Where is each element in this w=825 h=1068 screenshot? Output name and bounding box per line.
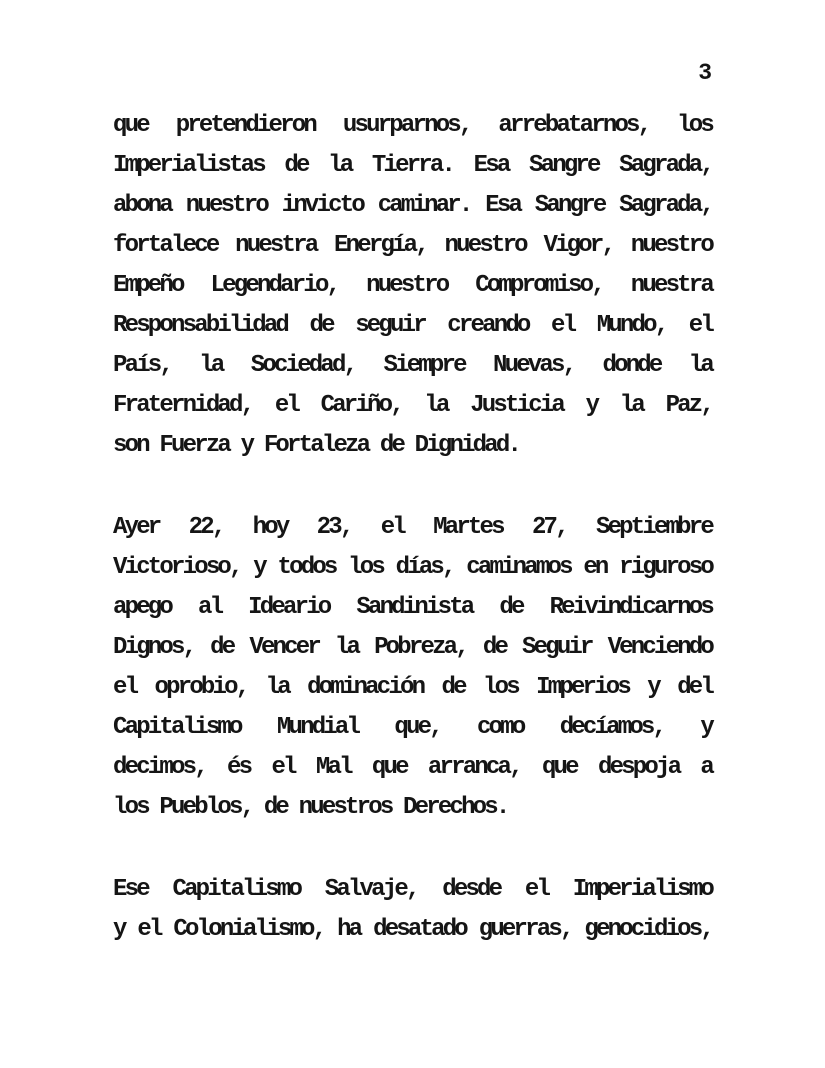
- text-line: fortalece nuestra Energía, nuestro Vigor, nuestro: [113, 232, 712, 259]
- text-line: decimos, és el Mal que arranca, que despoja a: [113, 754, 712, 781]
- text-line: Imperialistas de la Tierra. Esa Sangre Sagrada,: [113, 152, 712, 179]
- text-line: Dignos, de Vencer la Pobreza, de Seguir Venciendo: [113, 634, 712, 661]
- text-line: apego al Ideario Sandinista de Reivindicarnos: [113, 594, 712, 621]
- text-line: Empeño Legendario, nuestro Compromiso, nuestra: [113, 272, 712, 299]
- document-body: [113, 106, 712, 950]
- text-line: Ayer 22, hoy 23, el Martes 27, Septiembre: [113, 514, 712, 541]
- text-line: que pretendieron usurparnos, arrebatarnos, los: [113, 112, 712, 139]
- paragraph-2: [113, 508, 712, 828]
- paragraph-3: [113, 870, 712, 950]
- page-number: 3: [698, 60, 712, 86]
- paragraph-1: [113, 106, 712, 466]
- text-line: Victorioso, y todos los días, caminamos en riguroso: [113, 554, 712, 581]
- text-line: son Fuerza y Fortaleza de Dignidad.: [113, 432, 520, 459]
- text-line: el oprobio, la dominación de los Imperios y del: [113, 674, 712, 701]
- text-line: Ese Capitalismo Salvaje, desde el Imperialismo: [113, 876, 712, 903]
- text-line: abona nuestro invicto caminar. Esa Sangre Sagrada,: [113, 192, 712, 219]
- text-line: y el Colonialismo, ha desatado guerras, genocidios,: [113, 916, 712, 943]
- text-line: Responsabilidad de seguir creando el Mundo, el: [113, 312, 712, 339]
- text-line: País, la Sociedad, Siempre Nuevas, donde la: [113, 352, 712, 379]
- text-line: los Pueblos, de nuestros Derechos.: [113, 794, 508, 821]
- text-line: Capitalismo Mundial que, como decíamos, y: [113, 714, 712, 741]
- text-line: Fraternidad, el Cariño, la Justicia y la Paz,: [113, 392, 712, 419]
